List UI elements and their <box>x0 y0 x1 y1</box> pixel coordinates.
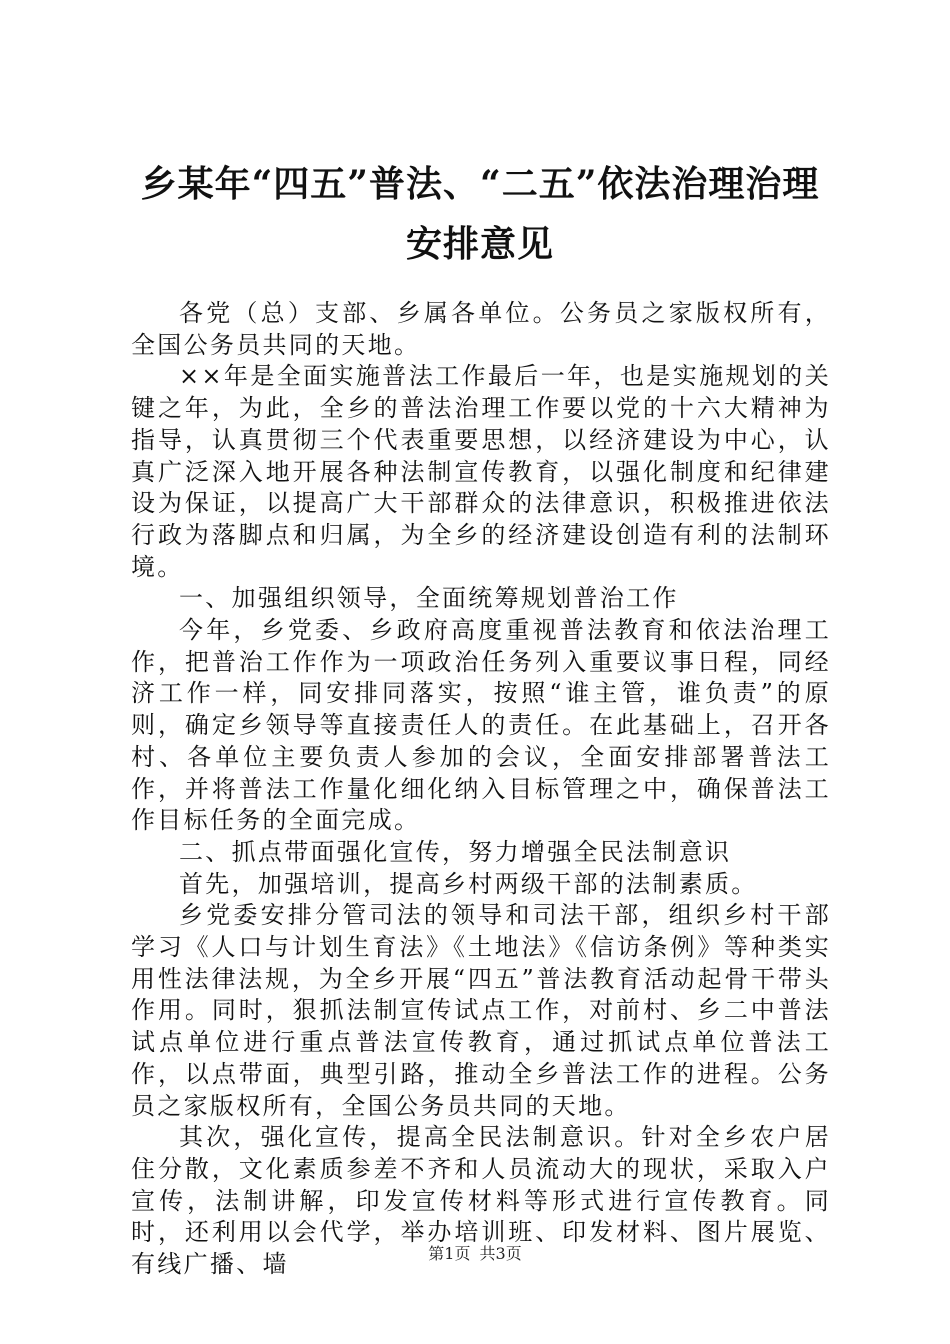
paragraph-training: 乡党委安排分管司法的领导和司法干部，组织乡村干部学习《人口与计划生育法》《土地法》《信访条例》等种类实用性法律法规，为全乡开展“四五”普法教育活动起骨干带头作用。同时，狠抓法制宣传试点工作，对前村、乡二中普法试点单位进行重点普法宣传教育，通过抓试点单位普法工作，以点带面，典型引路，推动全乡普法工作的进程。公务员之家版权所有，全国公务员共同的天地。 <box>131 901 831 1120</box>
section-heading-2: 二、抓点带面强化宣传，努力增强全民法制意识 <box>179 837 732 866</box>
page-number: 第1页 <box>428 1244 471 1263</box>
paragraph-section-1: 今年，乡党委、乡政府高度重视普法教育和依法治理工作，把普治工作作为一项政治任务列入重要议事日程，同经济工作一样，同安排同落实，按照“谁主管，谁负责”的原则，确定乡领导等直接责任人的责任。在此基础上，召开各村、各单位主要负责人参加的会议，全面安排部署普法工作，并将普法工作量化细化纳入目标管理之中，确保普法工作目标任务的全面完成。 <box>131 616 831 835</box>
section-heading-1: 一、加强组织领导，全面统筹规划普治工作 <box>179 584 679 613</box>
document-title-line-2: 安排意见 <box>405 223 554 265</box>
paragraph-salutation: 各党（总）支部、乡属各单位。公务员之家版权所有，全国公务员共同的天地。 <box>131 299 831 359</box>
document-body <box>131 298 831 1281</box>
page-total: 共3页 <box>479 1244 522 1263</box>
document-title-line-1: 乡某年“四五”普法、“二五”依法治理治理 <box>140 163 820 205</box>
page-footer <box>0 1244 950 1264</box>
paragraph-intro: ××年是全面实施普法工作最后一年，也是实施规划的关键之年，为此，全乡的普法治理工作要以党的十六大精神为指导，认真贯彻三个代表重要思想，以经济建设为中心，认真广泛深入地开展各种法制宣传教育，以强化制度和纪律建设为保证，以提高广大干部群众的法律意识，积极推进依法行政为落脚点和归属，为全乡的经济建设创造有利的法制环境。 <box>131 362 831 581</box>
paragraph-first-point: 首先，加强培训，提高乡村两级干部的法制素质。 <box>179 869 758 898</box>
paragraph-second-point: 其次，强化宣传，提高全民法制意识。针对全乡农户居住分散，文化素质参差不齐和人员流动大的现状，采取入户宣传，法制讲解，印发宣传材料等形式进行宣传教育。同时，还利用以会代学，举办培训班、印发材料、图片展览、有线广播、墙 <box>131 1123 831 1279</box>
